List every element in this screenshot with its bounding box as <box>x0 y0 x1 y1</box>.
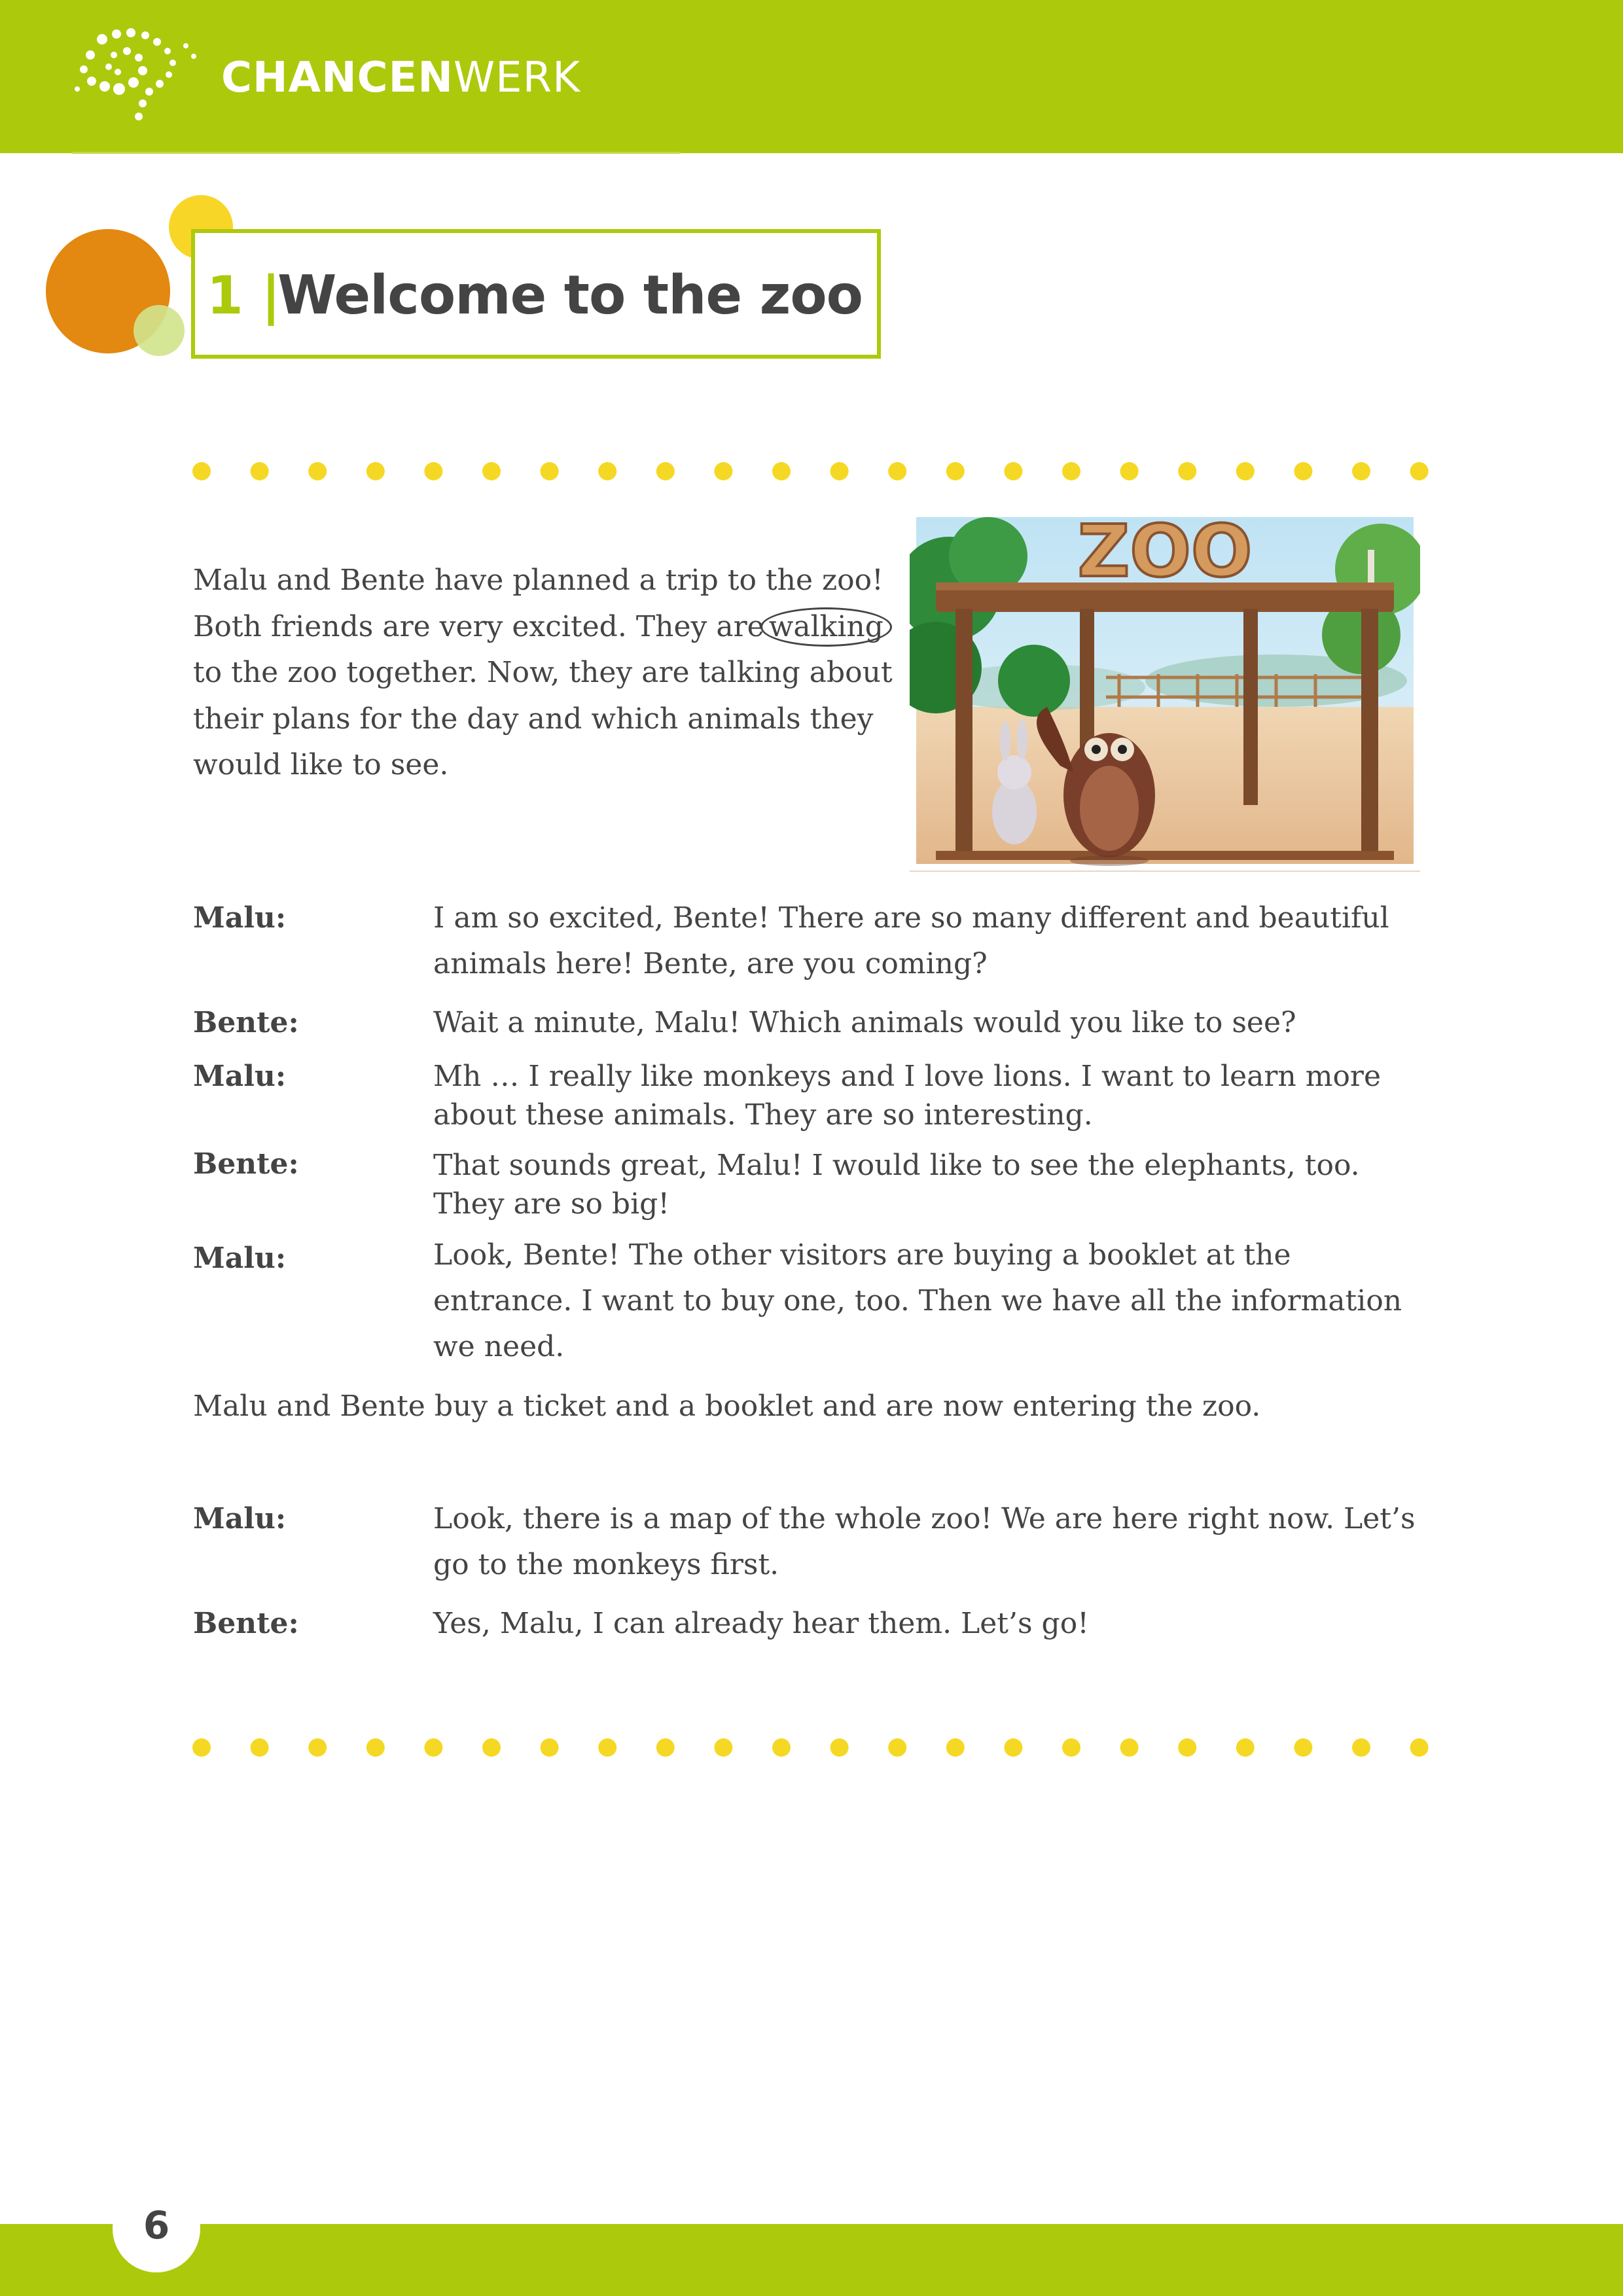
decor-dot <box>308 1738 327 1757</box>
decor-dot <box>656 1738 675 1757</box>
speaker-label: Bente: <box>193 1006 299 1039</box>
speaker-label: Malu: <box>193 1242 287 1275</box>
dialogue-line: Yes, Malu, I can already hear them. Let’s go! <box>433 1607 1089 1640</box>
decor-dot <box>1352 462 1370 480</box>
speaker-label: Malu: <box>193 1060 287 1093</box>
decor-dot <box>482 462 501 480</box>
decor-dot <box>251 462 269 480</box>
decor-dot <box>888 1738 906 1757</box>
decor-dot <box>1120 1738 1139 1757</box>
decor-dot <box>1062 1738 1080 1757</box>
decor-dot <box>1410 1738 1429 1757</box>
chancenwerk-logo-icon <box>71 26 202 124</box>
decor-dot <box>714 462 732 480</box>
intro-line: their plans for the day and which animals they <box>193 702 874 736</box>
decor-dot <box>714 1738 732 1757</box>
dialogue-line: Wait a minute, Malu! Which animals would you like to see? <box>433 1006 1296 1039</box>
intro-line: to the zoo together. Now, they are talking about <box>193 656 893 689</box>
circled-word: walking <box>760 607 892 647</box>
decor-dot <box>1004 462 1022 480</box>
decor-dot <box>656 462 675 480</box>
speaker-label: Malu: <box>193 1502 287 1535</box>
decor-dot <box>192 462 211 480</box>
decor-dot <box>598 462 616 480</box>
decor-dot <box>366 1738 385 1757</box>
footer-bar <box>0 2224 1623 2296</box>
page-title: Welcome to the zoo <box>277 264 863 327</box>
decor-dot <box>1004 1738 1022 1757</box>
decor-dot <box>772 1738 791 1757</box>
decor-dot <box>1294 462 1312 480</box>
dotted-divider-bottom <box>183 1734 1440 1761</box>
decor-dot <box>830 462 849 480</box>
dialogue-line: Look, Bente! The other visitors are buying a booklet at the entrance. I want to buy one, too. Then we have all the information we need. <box>433 1238 1402 1363</box>
dialogue-line: Mh … I really like monkeys and I love lions. I want to learn more about these animals. They are so interesting. <box>433 1060 1382 1132</box>
decor-dot <box>1178 462 1196 480</box>
decor-dot <box>1120 462 1139 480</box>
decor-dot <box>541 462 559 480</box>
decor-dot <box>1294 1738 1312 1757</box>
illustration-underline <box>910 870 1420 872</box>
decor-dot <box>366 462 385 480</box>
decor-dot <box>1236 462 1255 480</box>
intro-paragraph <box>193 558 897 789</box>
decor-dot <box>1236 1738 1255 1757</box>
page-number: 6 <box>143 2203 170 2248</box>
intro-line: Malu and Bente have planned a trip to the zoo! <box>193 564 883 597</box>
zoo-sign-text: ZOO <box>1077 511 1253 593</box>
decor-dot <box>424 462 442 480</box>
decor-dot <box>598 1738 616 1757</box>
decor-dot <box>192 1738 211 1757</box>
narration-text: Malu and Bente buy a ticket and a booklet and are now entering the zoo. <box>193 1390 1261 1423</box>
dotted-divider-top <box>183 458 1440 484</box>
decor-dot <box>1410 462 1429 480</box>
dialogue-line: Look, there is a map of the whole zoo! We are here right now. Let’s go to the monkeys first. <box>433 1502 1416 1581</box>
decor-dot <box>946 1738 965 1757</box>
speaker-label: Malu: <box>193 901 287 935</box>
decor-dot <box>251 1738 269 1757</box>
chapter-number: 1 | <box>207 265 281 326</box>
zoo-entrance-illustration <box>910 511 1420 874</box>
decor-dot <box>1062 462 1080 480</box>
decor-dot <box>946 462 965 480</box>
dialogue-line: That sounds great, Malu! I would like to see the elephants, too. They are so big! <box>433 1149 1360 1221</box>
speaker-label: Bente: <box>193 1147 299 1181</box>
decor-dot <box>1178 1738 1196 1757</box>
decor-circle-green <box>134 305 185 356</box>
speaker-label: Bente: <box>193 1607 299 1640</box>
decor-dot <box>1352 1738 1370 1757</box>
decor-dot <box>424 1738 442 1757</box>
dialogue-line: I am so excited, Bente! There are so many different and beautiful animals here! Bente, are you coming? <box>433 901 1389 980</box>
header-underline <box>72 152 681 154</box>
decor-dot <box>772 462 791 480</box>
decor-dot <box>888 462 906 480</box>
brand-wordmark: CHANCENWERK <box>221 54 581 102</box>
intro-line: would like to see. <box>193 748 449 781</box>
decor-dot <box>830 1738 849 1757</box>
decor-dot <box>541 1738 559 1757</box>
intro-line: Both friends are very excited. They are walking <box>193 604 897 651</box>
decor-dot <box>482 1738 501 1757</box>
decor-dot <box>308 462 327 480</box>
